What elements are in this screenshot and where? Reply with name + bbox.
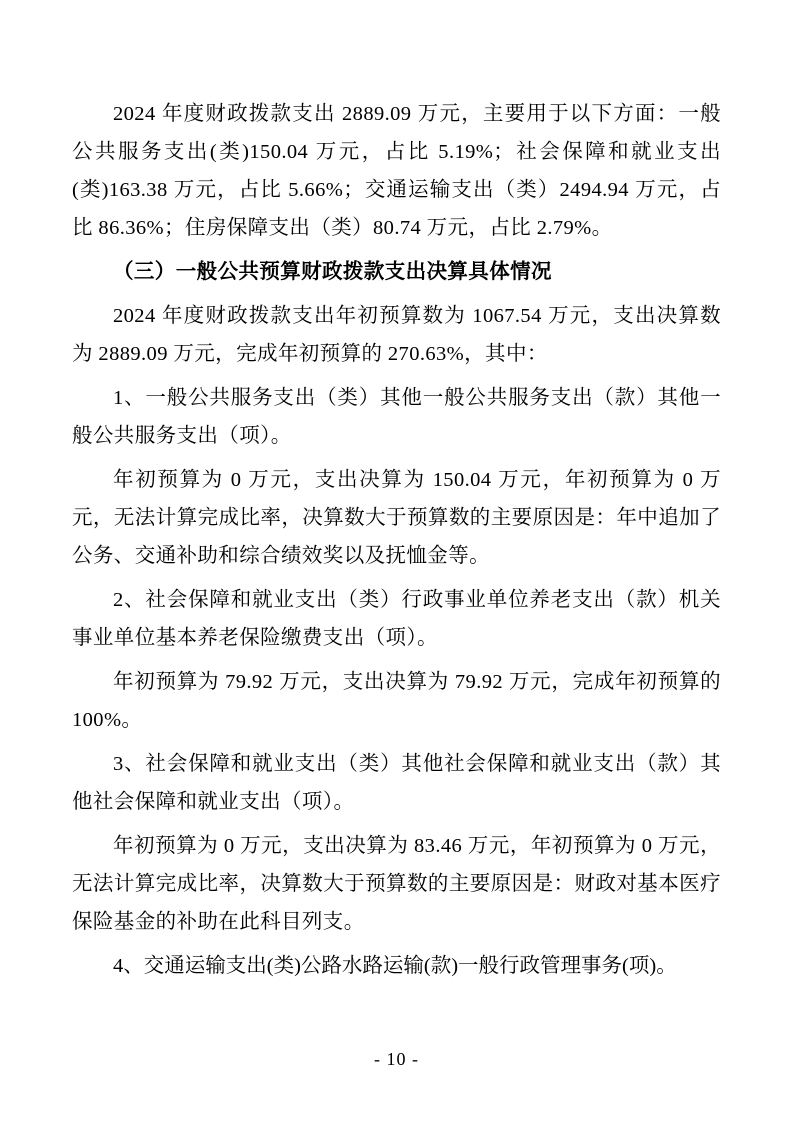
heading-section-three: （三）一般公共预算财政拨款支出决算具体情况 [113, 261, 552, 283]
paragraph-fiscal-expenditure-summary: 2024 年度财政拨款支出 2889.09 万元，主要用于以下方面：一般公共服务支出(类)150.04 万元，占比 5.19%；社会保障和就业支出(类)163.38 万元，占比 5.66%；交通运输支出（类）2494.94 万元，占比 86.36%；住房保障支出（类）80.74 万元，占比 2.79%。 [72, 103, 721, 239]
paragraph-item-1-title: 1、一般公共服务支出（类）其他一般公共服务支出（款）其他一般公共服务支出（项）。 [72, 387, 721, 447]
page-number: - 10 - [374, 1049, 419, 1069]
paragraph-item-3-title: 3、社会保障和就业支出（类）其他社会保障和就业支出（款）其他社会保障和就业支出（项）。 [72, 753, 721, 813]
paragraph-budget-vs-final: 2024 年度财政拨款支出年初预算数为 1067.54 万元，支出决算数为 2889.09 万元，完成年初预算的 270.63%，其中： [72, 305, 721, 365]
paragraph-item-1-detail: 年初预算为 0 万元，支出决算为 150.04 万元，年初预算为 0 万元，无法计算完成比率，决算数大于预算数的主要原因是：年中追加了公务、交通补助和综合绩效奖以及抚恤金等。 [72, 469, 721, 567]
paragraph-item-2-title: 2、社会保障和就业支出（类）行政事业单位养老支出（款）机关事业单位基本养老保险缴费支出（项）。 [72, 589, 721, 649]
paragraph-item-4-title: 4、交通运输支出(类)公路水路运输(款)一般行政管理事务(项)。 [113, 955, 677, 977]
paragraph-item-3-detail: 年初预算为 0 万元，支出决算为 83.46 万元，年初预算为 0 万元，无法计算完成比率，决算数大于预算数的主要原因是：财政对基本医疗保险基金的补助在此科目列支。 [72, 835, 721, 933]
document-body [72, 95, 721, 985]
paragraph-item-2-detail: 年初预算为 79.92 万元，支出决算为 79.92 万元，完成年初预算的 100%。 [72, 671, 721, 731]
